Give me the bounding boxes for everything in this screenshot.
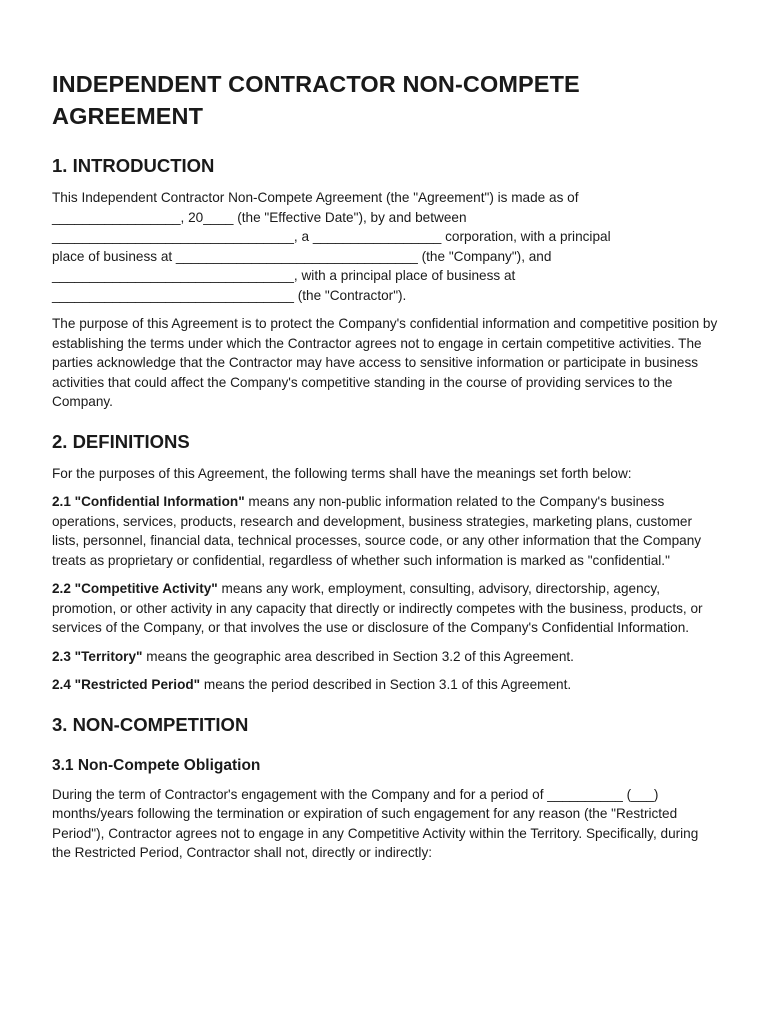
section-definitions (52, 430, 720, 695)
introduction-purpose-paragraph: The purpose of this Agreement is to protect the Company's confidential information and competitive position by establishing the terms under which the Contractor agrees not to engage in certain competitive activities. The parties acknowledge that the Contractor may have access to sensitive information or participate in business activities that could affect the Company's competitive standing in the course of providing services to the Company. (52, 316, 718, 409)
definition-term: 2.3 "Territory" (52, 648, 143, 664)
non-compete-obligation-paragraph: During the term of Contractor's engagement with the Company and for a period of __________ (___) months/years following the termination or expiration of such engagement for any reason (the "Restricted Period"), Contractor agrees not to engage in any Competitive Activity within the Territory. Specifically, during the Restricted Period, Contractor shall not, directly or indirectly: (52, 786, 699, 860)
definition-text: means the period described in Section 3.1 of this Agreement. (200, 677, 572, 692)
section-heading-non-competition: 3. NON-COMPETITION (52, 713, 249, 735)
definition-term: 2.2 "Competitive Activity" (52, 581, 218, 596)
definition-territory (52, 647, 720, 667)
definition-term: 2.1 "Confidential Information" (52, 494, 245, 509)
subsection-heading-non-compete-obligation: 3.1 Non-Compete Obligation (52, 756, 261, 774)
introduction-parties-paragraph: This Independent Contractor Non-Compete Agreement (the "Agreement") is made as of _________________, 20____ (the "Effective Date"), by and between ________________________________, a _________________ corporation, with a principal place of business at ________________________________ (the "Company"), and ________________________________, with a principal place of business at ________________________________ (the "Contractor"). (52, 190, 611, 303)
definition-text: means any non-public information related to the Company's business operations, services, products, research and development, business strategies, marketing plans, customer lists, personnel, financial data, technical processes, source code, or any other information that the Company treats as proprietary or confidential, regardless of whether such information is marked as "confidential." (52, 494, 702, 568)
section-heading-introduction: 1. INTRODUCTION (52, 155, 215, 176)
section-heading-definitions: 2. DEFINITIONS (52, 430, 190, 452)
document-title: INDEPENDENT CONTRACTOR NON-COMPETE AGREEMENT (52, 71, 580, 129)
section-non-competition (52, 713, 720, 863)
document-page (52, 68, 720, 881)
section-introduction (52, 154, 720, 412)
definition-term: 2.4 "Restricted Period" (52, 677, 201, 692)
definition-text: means any work, employment, consulting, advisory, directorship, agency, promotion, or other activity in any capacity that directly or indirectly competes with the business, products, or services of the Company, or that involves the use or disclosure of the Company's Confidential Information. (52, 581, 703, 635)
definition-text: means the geographic area described in Section 3.2 of this Agreement. (142, 648, 574, 664)
definition-competitive-activity (52, 579, 720, 638)
definition-confidential-information (52, 492, 720, 570)
definition-restricted-period (52, 675, 720, 695)
definitions-intro: For the purposes of this Agreement, the following terms shall have the meanings set forth below: (52, 465, 632, 481)
